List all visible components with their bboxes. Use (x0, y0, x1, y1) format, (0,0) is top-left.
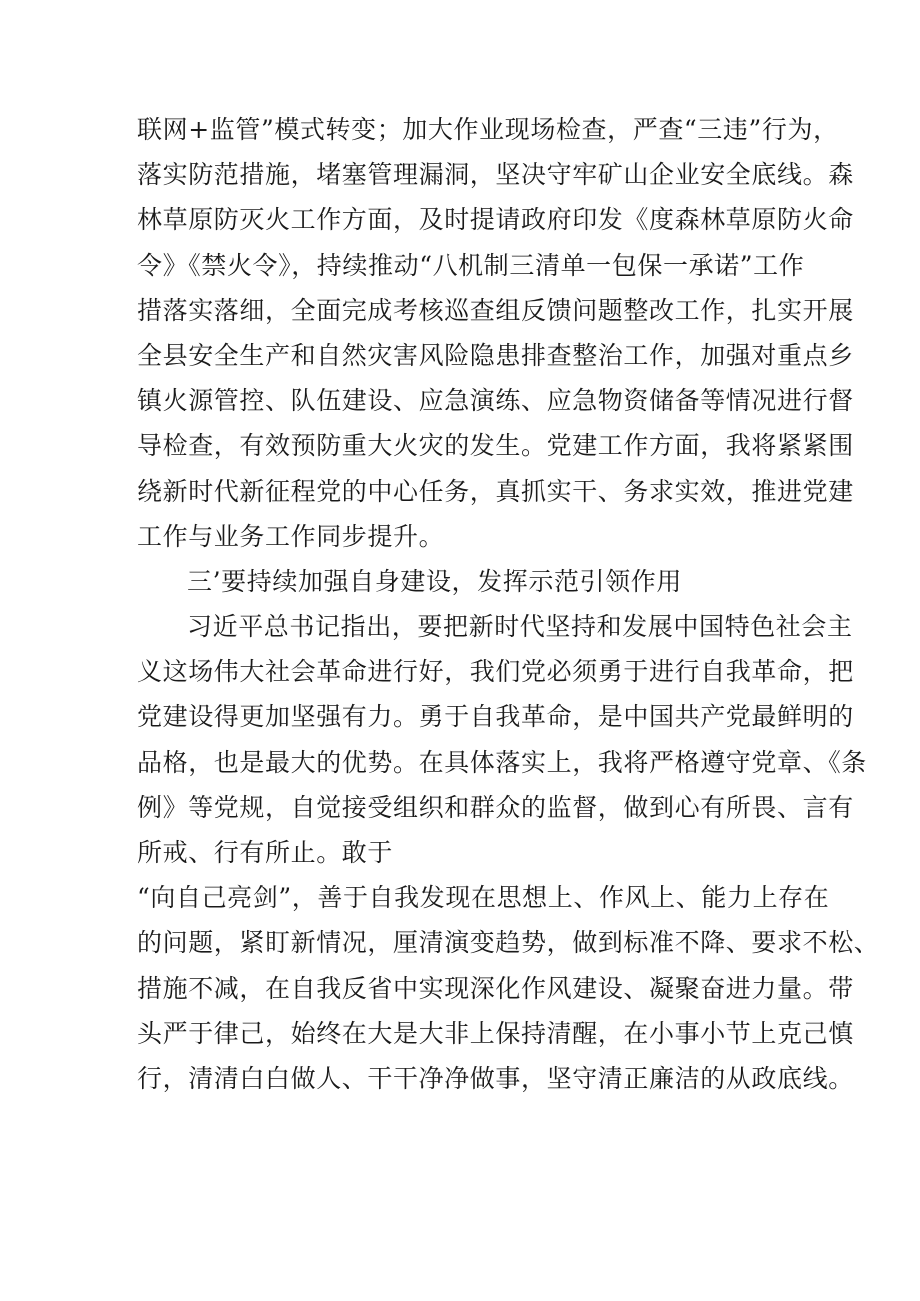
text-line: 行，清清白白做人、干干净净做事，坚守清正廉洁的从政底线。 (137, 1063, 854, 1093)
text-line: 所戒、行有所止。敢于 (137, 838, 394, 867)
text-line: “向自己亮剑”，善于自我发现在思想上、作风上、能力上存在 (137, 883, 830, 913)
text-line: 工作与业务工作同步提升。 (137, 521, 445, 551)
text-line: 落实防范措施，堵塞管理漏洞，坚决守牢矿山企业安全底线。森 (137, 160, 854, 190)
text-line: 的问题，紧盯新情况，厘清演变趋势，做到标准不降、要求不松、 (137, 928, 880, 958)
text-line: 义这场伟大社会革命进行好，我们党必须勇于进行自我革命，把 (137, 657, 854, 687)
text-line: 绕新时代新征程党的中心任务，真抓实干、务求实效，推进党建 (137, 476, 854, 506)
text-line: 党建设得更加坚强有力。勇于自我革命，是中国共产党最鲜明的 (137, 702, 854, 732)
body-text (137, 107, 880, 1101)
section-heading: 三’要持续加强自身建设，发挥示范引领作用 (187, 566, 682, 596)
text-line: 联网+监管”模式转变；加大作业现场检查，严查“三违”行为， (137, 115, 839, 144)
text-line: 林草原防灭火工作方面，及时提请政府印发《度森林草原防火命 (137, 205, 854, 235)
text-line: 镇火源管控、队伍建设、应急演练、应急物资储备等情况进行督 (137, 386, 854, 416)
text-line: 导检查，有效预防重大火灾的发生。党建工作方面，我将紧紧围 (137, 431, 854, 461)
text-line: 例》等党规，自觉接受组织和群众的监督，做到心有所畏、言有 (137, 792, 854, 822)
text-line: 措落实落细，全面完成考核巡查组反馈问题整改工作，扎实开展 (137, 295, 854, 325)
text-line: 全县安全生产和自然灾害风险隐患排查整治工作，加强对重点乡 (137, 340, 854, 370)
text-line: 令》《禁火令》，持续推动“八机制三清单一包保一承诺”工作 (137, 250, 805, 280)
text-line: 习近平总书记指出，要把新时代坚持和发展中国特色社会主 (187, 612, 853, 642)
text-line: 措施不减，在自我反省中实现深化作风建设、凝聚奋进力量。带 (137, 973, 854, 1003)
text-line: 品格，也是最大的优势。在具体落实上，我将严格遵守党章、《条 (137, 747, 867, 777)
text-line: 头严于律己，始终在大是大非上保持清醒，在小事小节上克己慎 (137, 1018, 854, 1048)
